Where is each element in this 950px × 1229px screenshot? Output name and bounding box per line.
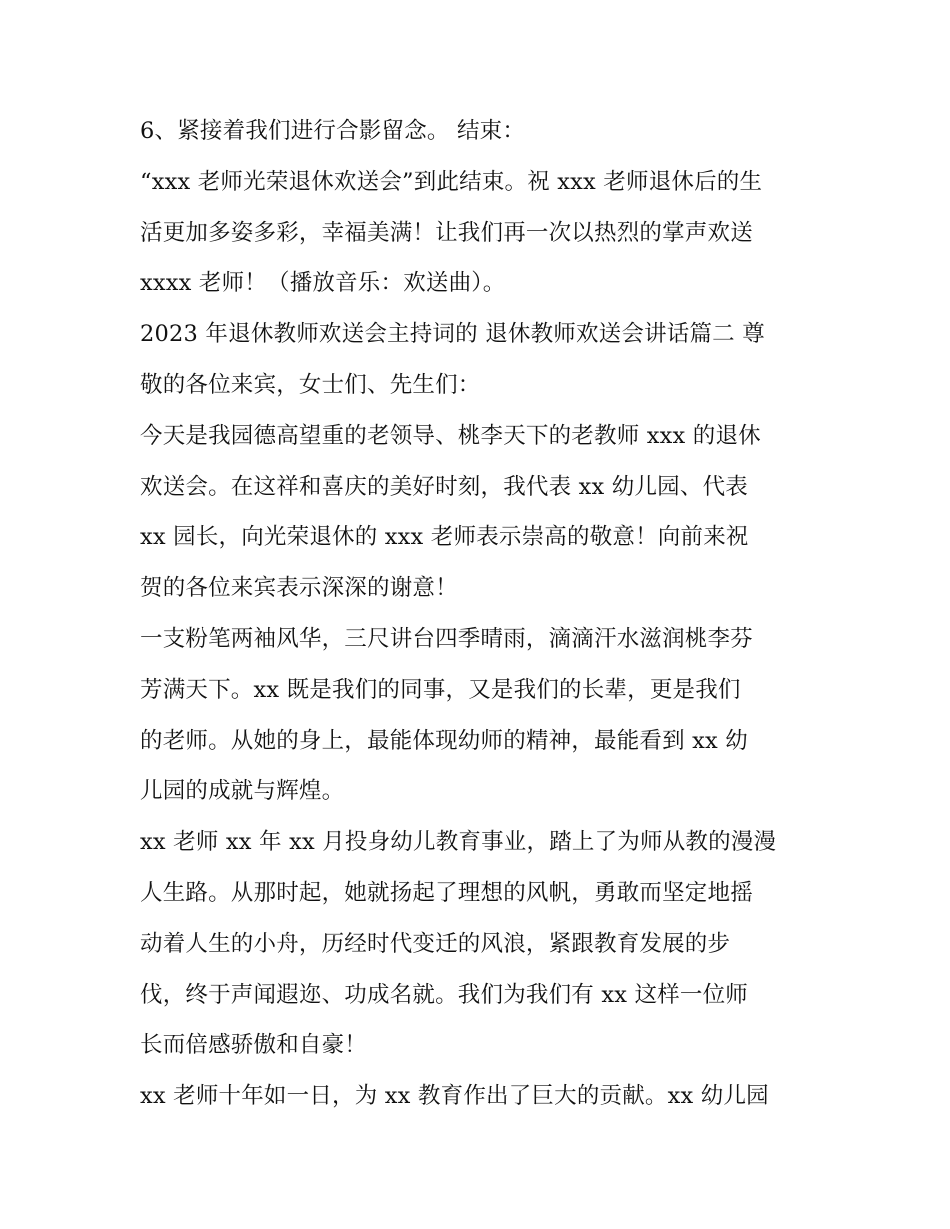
text-line: 2023 年退休教师欢送会主持词的 退休教师欢送会讲话篇二 尊 <box>140 321 765 348</box>
text-line: 一支粉笔两袖风华，三尺讲台四季晴雨，滴滴汗水滋润桃李芬 <box>140 625 753 652</box>
text-line: 芳满天下。xx 既是我们的同事，又是我们的长辈，更是我们 <box>140 676 741 703</box>
text-line: xx 老师 xx 年 xx 月投身幼儿教育事业，踏上了为师从教的漫漫 <box>140 829 777 856</box>
text-line: 敬的各位来宾，女士们、先生们： <box>140 371 481 398</box>
text-line: 儿园的成就与辉煌。 <box>140 778 345 805</box>
text-line: 长而倍感骄傲和自豪！ <box>140 1032 368 1059</box>
text-line: 6、紧接着我们进行合影留念。 结束： <box>140 118 526 144</box>
text-line: 活更加多姿多彩，幸福美满！让我们再一次以热烈的掌声欢送 <box>140 219 753 246</box>
text-line: xx 老师十年如一日，为 xx 教育作出了巨大的贡献。xx 幼儿园 <box>140 1083 769 1110</box>
text-line: 的老师。从她的身上，最能体现幼师的精神，最能看到 xx 幼 <box>140 727 748 754</box>
text-line: 伐，终于声闻遐迩、功成名就。我们为我们有 xx 这样一位师 <box>140 981 748 1008</box>
text-line: 动着人生的小舟，历经时代变迁的风浪，紧跟教育发展的步 <box>140 930 731 957</box>
text-line: 贺的各位来宾表示深深的谢意！ <box>140 575 458 602</box>
text-line: 人生路。从那时起，她就扬起了理想的风帆，勇敢而坚定地摇 <box>140 879 753 906</box>
text-line: xx 园长，向光荣退休的 xxx 老师表示崇高的敬意！向前来祝 <box>140 524 749 551</box>
text-line: “xxx 老师光荣退休欢送会”到此结束。祝 xxx 老师退休后的生 <box>140 168 763 195</box>
text-line: xxxx 老师！（播放音乐：欢送曲）。 <box>140 270 506 297</box>
text-line: 欢送会。在这祥和喜庆的美好时刻，我代表 xx 幼儿园、代表 <box>140 473 748 500</box>
document-body <box>140 106 830 1122</box>
text-line: 今天是我园德高望重的老领导、桃李天下的老教师 xxx 的退休 <box>140 422 761 449</box>
